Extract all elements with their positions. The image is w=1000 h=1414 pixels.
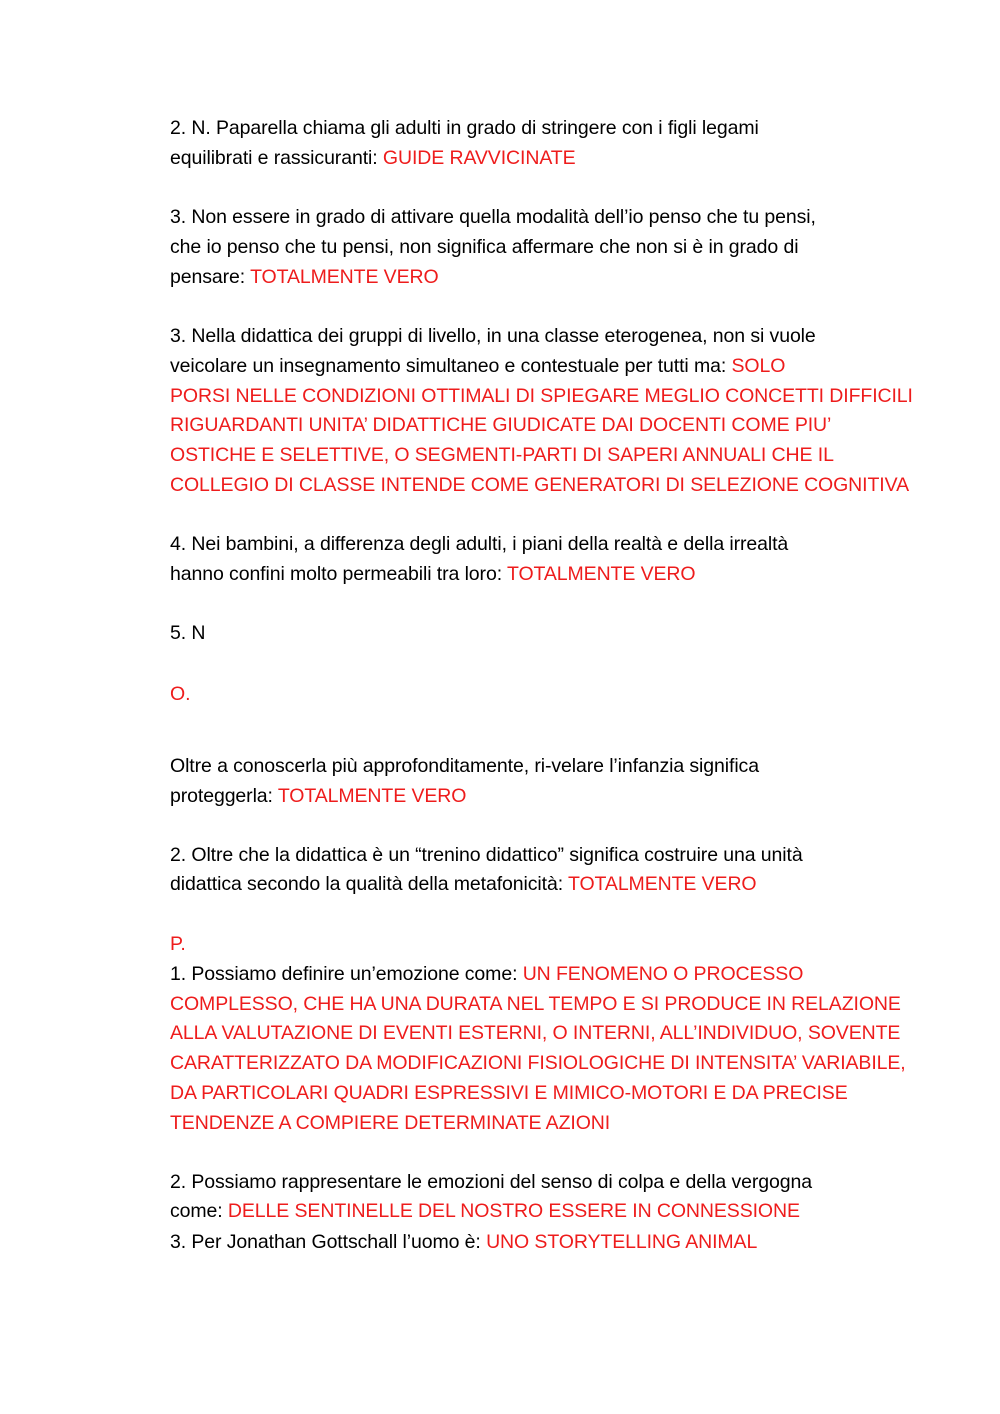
question-text: hanno confini molto permeabili tra loro:	[170, 563, 507, 585]
text-line	[170, 443, 834, 467]
question-text: 5. N	[170, 622, 206, 644]
text-line	[170, 754, 759, 778]
question-text: 3. Non essere in grado di attivare quella modalità dell’io penso che tu pensi,	[170, 206, 816, 228]
answer-text: GUIDE RAVVICINATE	[382, 147, 576, 169]
answer-text: PORSI NELLE CONDIZIONI OTTIMALI DI SPIEGARE MEGLIO CONCETTI DIFFICILI	[170, 385, 913, 407]
text-line	[170, 532, 788, 556]
question-text: pensare:	[170, 266, 251, 288]
text-line	[170, 562, 695, 586]
text-line	[170, 384, 913, 408]
text-line	[170, 872, 757, 896]
text-line	[170, 324, 816, 348]
text-line	[170, 265, 439, 289]
answer-text: O.	[170, 683, 191, 705]
text-line	[170, 962, 803, 986]
text-line	[170, 1170, 812, 1194]
question-text: che io penso che tu pensi, non significa affermare che non si è in grado di	[170, 236, 799, 258]
text-line	[170, 992, 901, 1016]
answer-text: TOTALMENTE VERO	[277, 785, 467, 807]
question-text: 2. N. Paparella chiama gli adulti in grado di stringere con i figli legami	[170, 117, 759, 139]
answer-text: UN FENOMENO O PROCESSO	[522, 963, 804, 985]
section-letter	[170, 682, 190, 706]
answer-text: TOTALMENTE VERO	[568, 873, 757, 895]
answer-text: OSTICHE E SELETTIVE, O SEGMENTI-PARTI DI SAPERI ANNUALI CHE IL	[170, 444, 834, 466]
text-line	[170, 473, 909, 497]
answer-text: P.	[170, 933, 186, 955]
question-text: veicolare un insegnamento simultaneo e contestuale per tutti ma:	[170, 355, 732, 377]
answer-text: COMPLESSO, CHE HA UNA DURATA NEL TEMPO E SI PRODUCE IN RELAZIONE	[170, 993, 901, 1015]
question-text: 3. Per Jonathan Gottschall l’uomo è:	[170, 1231, 487, 1253]
question-text: proteggerla:	[170, 785, 278, 807]
answer-text: TOTALMENTE VERO	[250, 266, 439, 288]
text-line	[170, 116, 759, 140]
answer-text: SOLO	[731, 355, 786, 377]
answer-text: COLLEGIO DI CLASSE INTENDE COME GENERATORI DI SELEZIONE COGNITIVA	[170, 474, 909, 496]
answer-text: ALLA VALUTAZIONE DI EVENTI ESTERNI, O INTERNI, ALL’INDIVIDUO, SOVENTE	[170, 1022, 901, 1044]
question-text: 3. Nella didattica dei gruppi di livello, in una classe eterogenea, non si vuole	[170, 325, 816, 347]
text-line	[170, 843, 803, 867]
text-line	[170, 235, 798, 259]
answer-text: UNO STORYTELLING ANIMAL	[486, 1231, 758, 1253]
text-line	[170, 784, 466, 808]
question-text: Oltre a conoscerla più approfonditamente, ri-velare l’infanzia significa	[170, 755, 759, 777]
answer-text: DELLE SENTINELLE DEL NOSTRO ESSERE IN CONNESSIONE	[227, 1200, 800, 1222]
question-text: 4. Nei bambini, a differenza degli adulti, i piani della realtà e della irrealtà	[170, 533, 789, 555]
question-text: equilibrati e rassicuranti:	[170, 147, 383, 169]
question-text: didattica secondo la qualità della metafonicità:	[170, 873, 569, 895]
answer-text: TENDENZE A COMPIERE DETERMINATE AZIONI	[170, 1112, 611, 1134]
answer-text: RIGUARDANTI UNITA’ DIDATTICHE GIUDICATE DAI DOCENTI COME PIU’	[170, 414, 832, 436]
section-letter	[170, 932, 186, 956]
text-line	[170, 1081, 848, 1105]
text-line	[170, 1021, 900, 1045]
answer-text: DA PARTICOLARI QUADRI ESPRESSIVI E MIMICO-MOTORI E DA PRECISE	[170, 1082, 848, 1104]
text-line	[170, 354, 785, 378]
text-line	[170, 146, 576, 170]
text-line	[170, 621, 205, 645]
text-line	[170, 1111, 610, 1135]
text-line	[170, 1230, 757, 1254]
text-line	[170, 413, 831, 437]
question-text: come:	[170, 1200, 228, 1222]
answer-text: TOTALMENTE VERO	[506, 563, 696, 585]
answer-text: CARATTERIZZATO DA MODIFICAZIONI FISIOLOGICHE DI INTENSITA’ VARIABILE,	[170, 1052, 906, 1074]
text-line	[170, 1051, 906, 1075]
question-text: 1. Possiamo definire un’emozione come:	[170, 963, 523, 985]
question-text: 2. Possiamo rappresentare le emozioni del senso di colpa e della vergogna	[170, 1171, 813, 1193]
text-line	[170, 205, 816, 229]
text-line	[170, 1199, 800, 1223]
question-text: 2. Oltre che la didattica è un “trenino didattico” significa costruire una unità	[170, 844, 803, 866]
